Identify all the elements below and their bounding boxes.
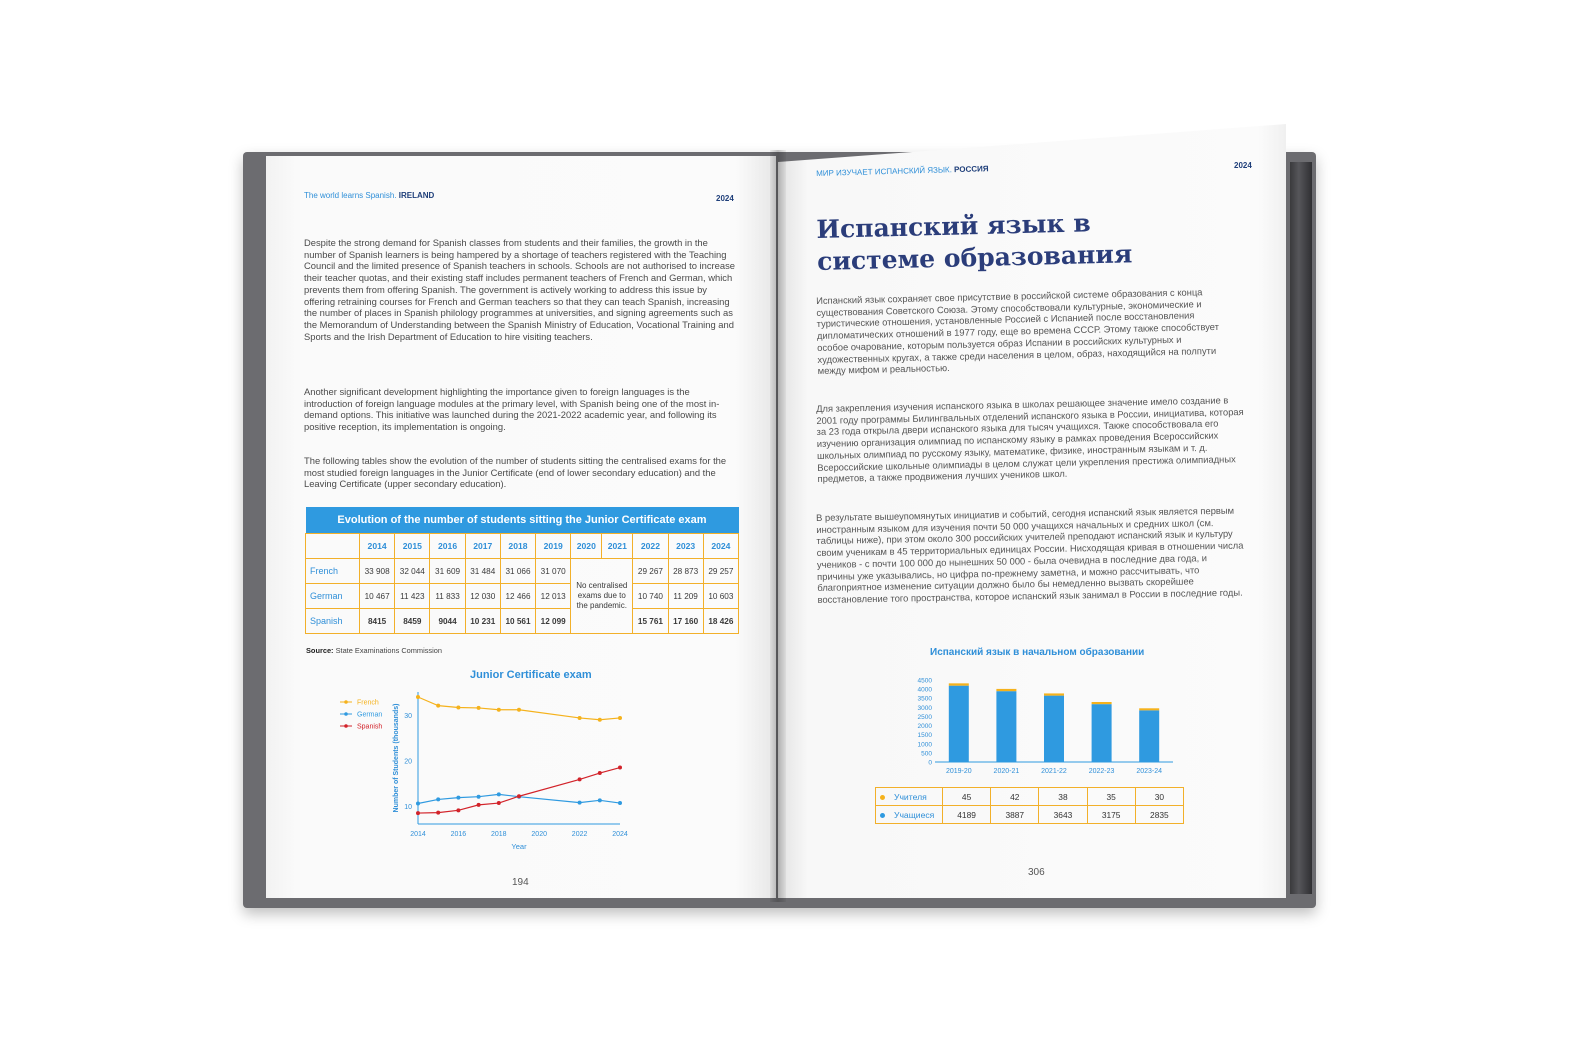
data-point-spanish bbox=[436, 811, 440, 815]
data-point-spanish bbox=[578, 777, 582, 781]
junior-cert-table-title: Evolution of the number of students sitting the Junior Certificate exam bbox=[306, 507, 739, 534]
x-tick-label: 2020 bbox=[531, 831, 547, 838]
data-point-spanish bbox=[497, 801, 501, 805]
data-point-french bbox=[618, 716, 622, 720]
legend-label: French bbox=[357, 699, 379, 707]
table-cell: 31 066 bbox=[500, 559, 535, 584]
left-running-head-country: IRELAND bbox=[398, 191, 435, 200]
left-paragraph-2: Another significant development highlighting the importance given to foreign languages is the introduction of foreign language modules at the primary level, with Spanish being one of the most in-demand options. This initiative was launched during the 2021-2022 academic year, and following its positive reception, its implementation is ongoing. bbox=[304, 386, 720, 433]
table-row-label: Spanish bbox=[306, 609, 360, 634]
data-point-german bbox=[456, 796, 460, 800]
source-text: State Examinations Commission bbox=[335, 646, 442, 655]
table-cell: 10 467 bbox=[360, 584, 395, 609]
x-tick-label: 2016 bbox=[450, 831, 467, 838]
table-cell: 4189 bbox=[943, 806, 991, 824]
table-year-cell: 2014 bbox=[360, 534, 395, 559]
bar-teachers bbox=[996, 689, 1016, 691]
table-cell: 18 426 bbox=[703, 609, 738, 634]
legend-marker-french bbox=[344, 700, 348, 704]
table-row-label: Учителя bbox=[876, 788, 943, 806]
line-chart bbox=[320, 684, 640, 854]
data-point-german bbox=[618, 801, 622, 805]
data-point-german bbox=[436, 797, 440, 801]
junior-cert-table-wrapper bbox=[305, 507, 739, 634]
left-year: 2024 bbox=[716, 194, 734, 203]
legend-marker-spanish bbox=[344, 724, 348, 728]
right-running-head-prefix: МИР ИЗУЧАЕТ ИСПАНСКИЙ ЯЗЫК. bbox=[816, 165, 952, 178]
y-tick-label: 3500 bbox=[917, 695, 932, 703]
data-point-german bbox=[477, 795, 481, 799]
book-spine-edge bbox=[1290, 162, 1312, 894]
table-year-cell: 2020 bbox=[571, 534, 602, 559]
table-cell: 10 740 bbox=[633, 584, 668, 609]
x-axis-title: Year bbox=[511, 842, 527, 851]
ru-table bbox=[875, 787, 1184, 824]
data-point-german bbox=[416, 802, 420, 806]
table-year-cell: 2023 bbox=[668, 534, 703, 559]
y-tick-label: 2500 bbox=[917, 713, 932, 721]
bar-chart bbox=[905, 674, 1190, 784]
students-dot-icon bbox=[880, 813, 885, 818]
y-tick-label: 0 bbox=[928, 759, 932, 767]
y-tick-label: 1000 bbox=[917, 741, 932, 749]
y-tick-label: 30 bbox=[404, 712, 412, 720]
table-year-cell: 2015 bbox=[395, 534, 430, 559]
x-tick-label: 2023-24 bbox=[1136, 768, 1163, 775]
data-point-french bbox=[497, 708, 501, 712]
data-point-french bbox=[578, 716, 582, 720]
table-cell: 10 561 bbox=[500, 609, 535, 634]
table-cell: 2835 bbox=[1135, 806, 1183, 824]
ru-table-wrapper bbox=[875, 787, 1184, 824]
data-point-spanish bbox=[517, 794, 521, 798]
data-point-french bbox=[436, 704, 440, 708]
table-cell: 45 bbox=[943, 788, 991, 806]
table-cell: 31 609 bbox=[430, 559, 465, 584]
x-tick-label: 2022-23 bbox=[1088, 768, 1115, 775]
left-paragraph-1: Despite the strong demand for Spanish classes from students and their families, the growth in the number of Spanish learners is being hampered by a shortage of teachers registered with the Teaching Council and the limited presence of Spanish teachers in schools. Schools are not authorised to increase their teacher quotas, and their existing staff includes permanent teachers of French and German, which prevents them from offering Spanish. The government is actively working to address this issue by offering retraining courses for French and German teachers so that they can teach Spanish, increasing the number of places in Spanish philology programmes at universities, and signing agreements such as the Memorandum of Understanding between the Spanish Ministry of Education, Vocational Training and Sports and the Irish Department of Education to hire visiting teachers. bbox=[304, 237, 735, 342]
table-year-cell: 2019 bbox=[536, 534, 571, 559]
table-cell: 11 423 bbox=[395, 584, 430, 609]
table-cell: 17 160 bbox=[668, 609, 703, 634]
table-row bbox=[876, 806, 1184, 824]
y-tick-label: 1500 bbox=[917, 732, 932, 740]
data-point-german bbox=[578, 801, 582, 805]
right-running-head-country: РОССИЯ bbox=[953, 164, 989, 175]
x-tick-label: 2020-21 bbox=[993, 768, 1020, 775]
y-tick-label: 3000 bbox=[917, 704, 932, 712]
y-tick-label: 4000 bbox=[917, 686, 932, 694]
table-row-label: Учащиеся bbox=[876, 806, 943, 824]
table-year-cell: 2021 bbox=[602, 534, 633, 559]
right-paragraph-1: Испанский язык сохраняет свое присутствие в российской системе образования с конца существования Советского Союза. Этому способствовали культурные, экономические и туристические отношения, установленные Россией с Испанией после восстановления дипломатических отношений в 1977 году, еще во времена СССР. Этому также способствует особое очарование, которым пользуется образ Испании в российских культурных и художественных кругах, а также среди населения в целом, образ, находящийся на полпути между мифом и реальностью. bbox=[816, 286, 1220, 377]
x-tick-label: 2018 bbox=[491, 831, 507, 838]
legend-marker-german bbox=[344, 712, 348, 716]
left-running-head-prefix: The world learns Spanish. bbox=[304, 191, 397, 200]
table-cell: 8415 bbox=[360, 609, 395, 634]
bar-chart-title: Испанский язык в начальном образовании bbox=[930, 647, 1145, 658]
left-running-head bbox=[304, 191, 434, 200]
y-tick-label: 10 bbox=[404, 803, 412, 811]
left-paragraph-3: The following tables show the evolution of the number of students sitting the centralised exams for the most studied foreign languages in the Junior Certificate (end of lower secondary education) and the Leaving Certificate (upper secondary education). bbox=[304, 455, 727, 490]
table-cell: 10 603 bbox=[703, 584, 738, 609]
table-cell: 29 257 bbox=[703, 559, 738, 584]
y-tick-label: 2000 bbox=[917, 723, 932, 731]
data-point-spanish bbox=[477, 803, 481, 807]
table-row bbox=[306, 559, 739, 584]
book-gutter bbox=[770, 150, 786, 902]
left-page-number: 194 bbox=[512, 877, 529, 888]
table-cell: 29 267 bbox=[633, 559, 668, 584]
table-cell: 28 873 bbox=[668, 559, 703, 584]
table-row bbox=[306, 609, 739, 634]
y-tick-label: 500 bbox=[921, 750, 932, 758]
junior-cert-table bbox=[305, 507, 739, 634]
table-corner-cell bbox=[306, 534, 360, 559]
x-tick-label: 2022 bbox=[571, 831, 588, 838]
data-point-french bbox=[598, 718, 602, 722]
table-cell: 11 833 bbox=[430, 584, 465, 609]
data-point-spanish bbox=[598, 771, 602, 775]
right-paragraph-2: Для закрепления изучения испанского языка в школах решающее значение имело создание в 2001 году программы Билингвальных отделений испанского языка в России, инициатива, которая за 23 года открыла двери испанского языка для тысяч учащихся. Также способствовала его изучению организация олимпиад по испанскому языку в рамках проведения Всероссийских школьных олимпиад по русскому языку, математике, физике, иностранным языкам и т. д. Всероссийские школьные олимпиады в целом служат цели укрепления престижа олимпиадных предметов, а также продвижения лучших учеников школ. bbox=[816, 394, 1244, 485]
series-line-spanish bbox=[418, 768, 620, 814]
table-source bbox=[306, 646, 442, 655]
data-point-french bbox=[456, 705, 460, 709]
right-year: 2024 bbox=[1234, 161, 1252, 170]
table-year-cell: 2016 bbox=[430, 534, 465, 559]
table-row-label: French bbox=[306, 559, 360, 584]
table-cell: 3175 bbox=[1087, 806, 1135, 824]
y-tick-label: 20 bbox=[404, 758, 412, 766]
data-point-german bbox=[598, 798, 602, 802]
data-point-spanish bbox=[456, 808, 460, 812]
source-label: Source: bbox=[306, 646, 334, 655]
table-cell: 30 bbox=[1135, 788, 1183, 806]
right-page-number: 306 bbox=[1028, 867, 1045, 878]
table-cell: 12 013 bbox=[536, 584, 571, 609]
bar-students bbox=[996, 691, 1016, 762]
table-header-row bbox=[306, 534, 739, 559]
table-cell: 35 bbox=[1087, 788, 1135, 806]
table-row bbox=[306, 584, 739, 609]
x-tick-label: 2024 bbox=[612, 831, 628, 838]
table-year-cell: 2018 bbox=[500, 534, 535, 559]
bar-students bbox=[949, 686, 969, 762]
table-cell: 10 231 bbox=[465, 609, 500, 634]
pandemic-note-cell: No centralised exams due to the pandemic. bbox=[571, 559, 633, 634]
data-point-french bbox=[477, 706, 481, 710]
right-paragraph-3: В результате вышеупомянутых инициатив и событий, сегодня испанский язык является первым иностранным языком для изучения почти 50 000 учащихся начальных и средних школ (см. таблицы ниже), при этом около 300 российских учителей преподают испанский язык и культуру своим ученикам в 45 территориальных единицах России. Нисходящая кривая в отношении числа учеников - с почти 100 000 до нынешних 50 000 - была очевидна в последние два года, и причины уже указывались, но цифра по-прежнему заметна, и можно рассчитывать, что благоприятное изменение ситуации должно было бы немедленно вызвать скорейшее восстановление того пространства, которое испанский язык занимал в России в последние годы. bbox=[816, 504, 1244, 605]
table-cell: 38 bbox=[1039, 788, 1087, 806]
table-cell: 31 484 bbox=[465, 559, 500, 584]
bar-students bbox=[1139, 710, 1159, 762]
bar-teachers bbox=[1044, 693, 1064, 695]
table-cell: 12 466 bbox=[500, 584, 535, 609]
y-axis-title: Number of Students (thousands) bbox=[393, 703, 400, 813]
table-year-cell: 2022 bbox=[633, 534, 668, 559]
bar-teachers bbox=[949, 683, 969, 685]
table-row bbox=[876, 788, 1184, 806]
data-point-german bbox=[497, 792, 501, 796]
line-chart-title: Junior Certificate exam bbox=[470, 669, 592, 681]
legend-label: Spanish bbox=[357, 723, 383, 731]
table-cell: 12 099 bbox=[536, 609, 571, 634]
table-cell: 31 070 bbox=[536, 559, 571, 584]
bar-teachers bbox=[1139, 708, 1159, 710]
right-page-title: Испанский язык в системе образования bbox=[816, 208, 1133, 276]
data-point-spanish bbox=[618, 766, 622, 770]
y-tick-label: 4500 bbox=[917, 677, 932, 685]
x-tick-label: 2021-22 bbox=[1041, 768, 1067, 775]
teachers-dot-icon bbox=[880, 795, 885, 800]
table-cell: 12 030 bbox=[465, 584, 500, 609]
legend-label: German bbox=[357, 711, 383, 719]
data-point-french bbox=[517, 708, 521, 712]
table-cell: 42 bbox=[991, 788, 1039, 806]
bar-teachers bbox=[1092, 702, 1112, 704]
table-cell: 3887 bbox=[991, 806, 1039, 824]
data-point-spanish bbox=[416, 811, 420, 815]
table-cell: 3643 bbox=[1039, 806, 1087, 824]
x-tick-label: 2014 bbox=[410, 831, 426, 838]
table-cell: 11 209 bbox=[668, 584, 703, 609]
data-point-french bbox=[416, 695, 420, 699]
table-cell: 32 044 bbox=[395, 559, 430, 584]
x-tick-label: 2019-20 bbox=[945, 768, 972, 775]
table-cell: 9044 bbox=[430, 609, 465, 634]
bar-students bbox=[1092, 704, 1112, 762]
table-row-label: German bbox=[306, 584, 360, 609]
table-cell: 8459 bbox=[395, 609, 430, 634]
table-cell: 33 908 bbox=[360, 559, 395, 584]
table-year-cell: 2024 bbox=[703, 534, 738, 559]
table-year-cell: 2017 bbox=[465, 534, 500, 559]
table-cell: 15 761 bbox=[633, 609, 668, 634]
bar-students bbox=[1044, 696, 1064, 762]
